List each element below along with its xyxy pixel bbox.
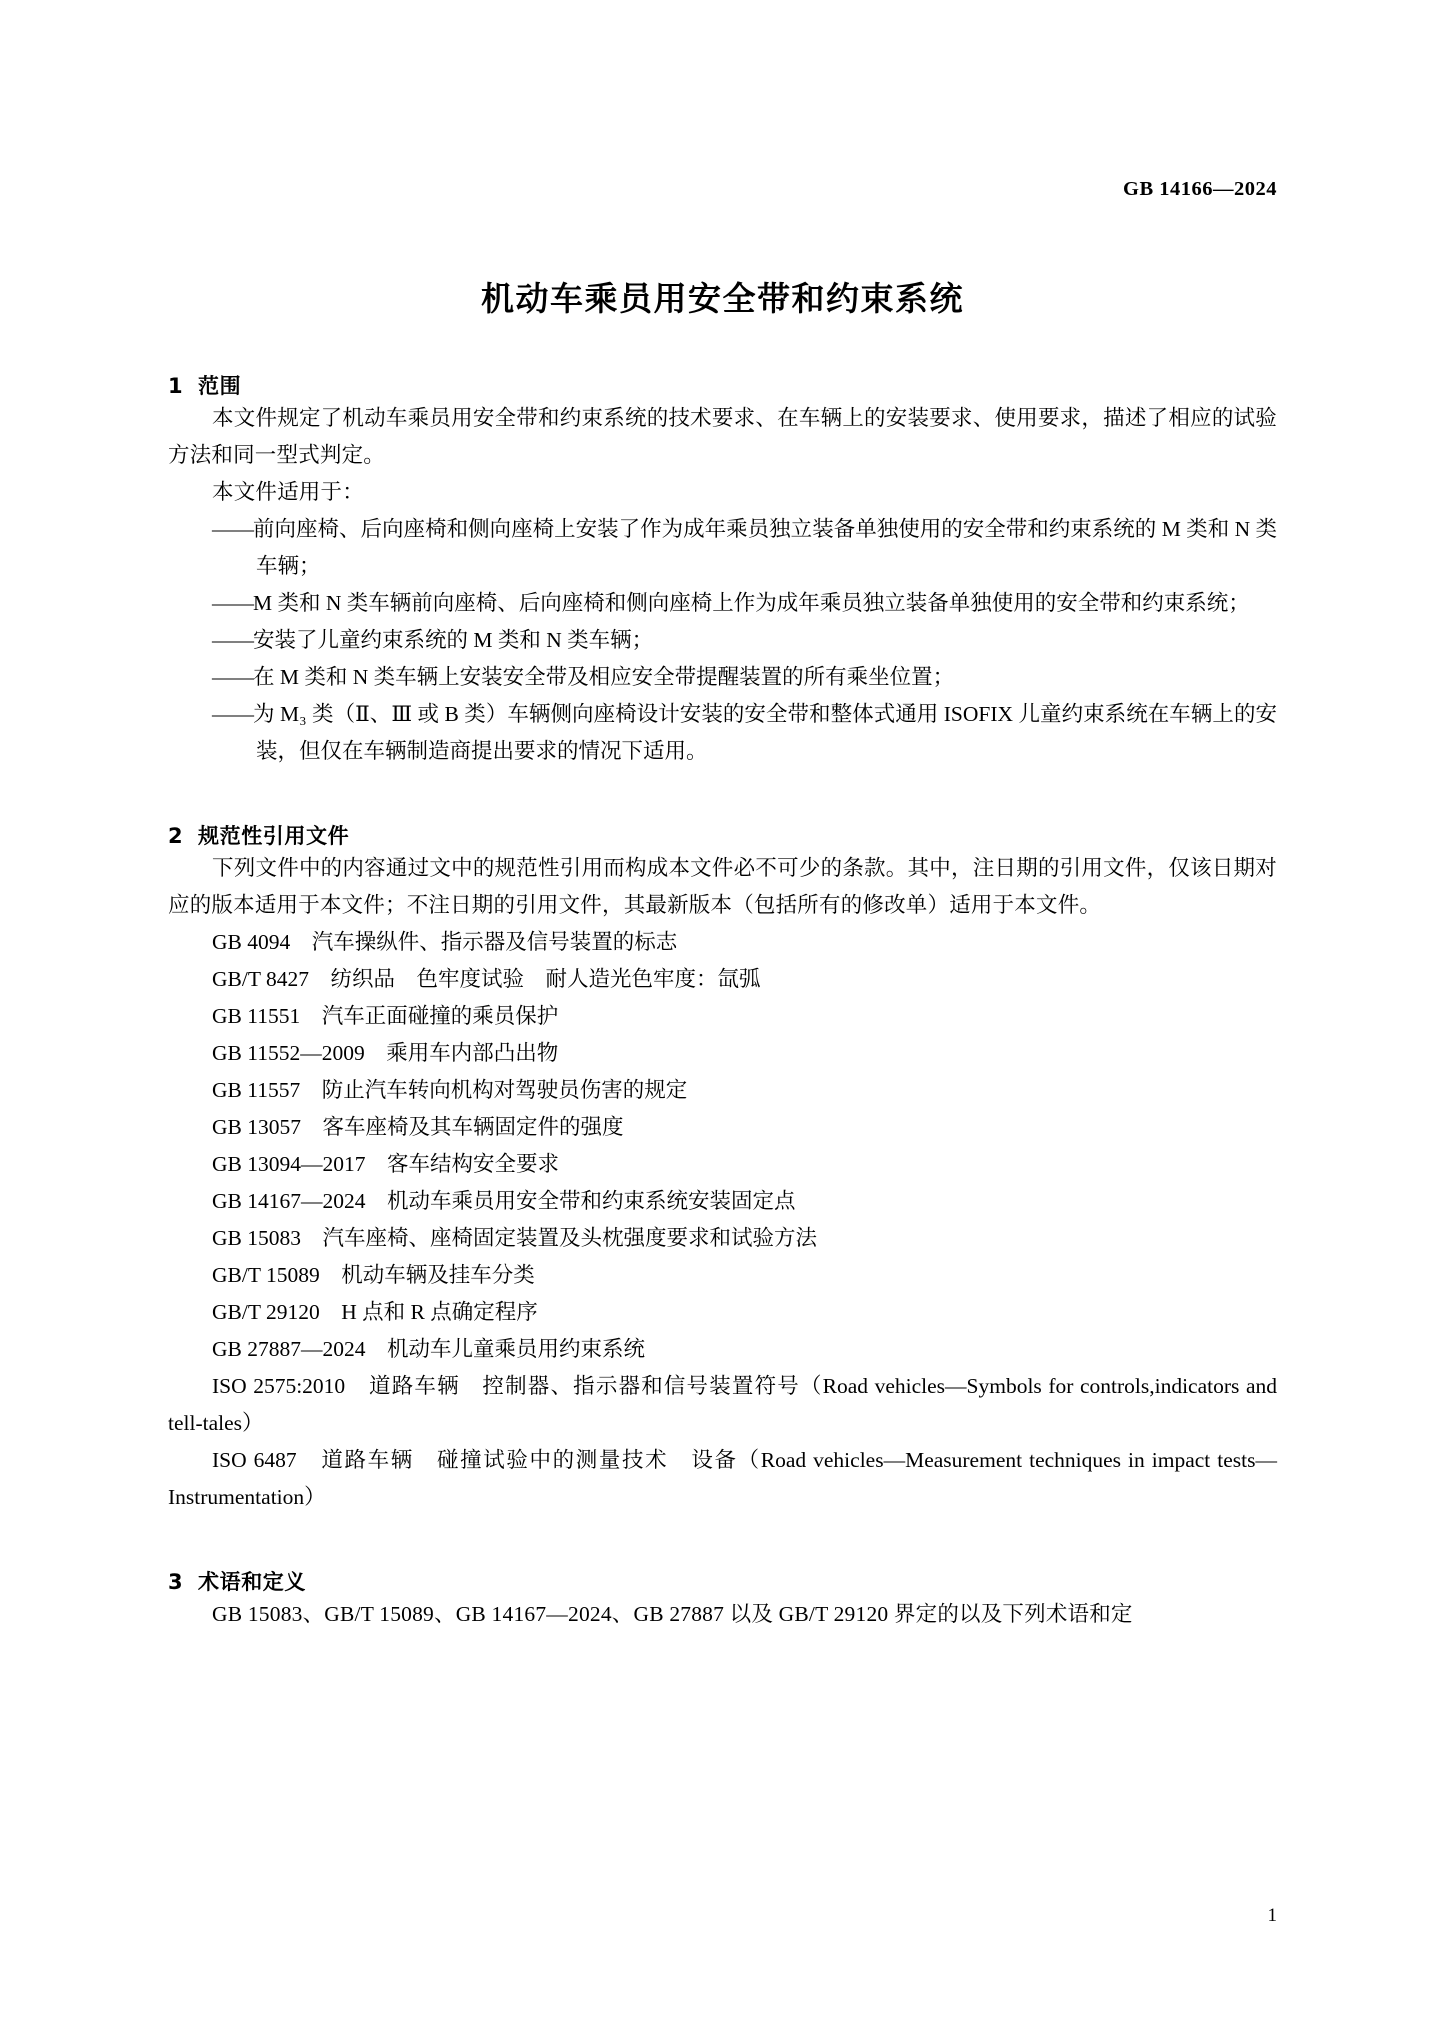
dash-marker: —— (212, 517, 253, 541)
reference-item: GB 27887—2024 机动车儿童乘员用约束系统 (212, 1337, 645, 1361)
section-1-dash-item-4 (168, 659, 1277, 696)
section-number-3: 3 (168, 1570, 184, 1594)
reference-item: GB/T 15089 机动车辆及挂车分类 (212, 1263, 535, 1287)
dash-marker: —— (212, 702, 253, 726)
section-title-3: 术语和定义 (198, 1570, 306, 1594)
section-3-paragraph-1: GB 15083、GB/T 15089、GB 14167—2024、GB 27887 以及 GB/T 29120 界定的以及下列术语和定 (212, 1602, 1133, 1626)
reference-item-iso: ISO 6487 道路车辆 碰撞试验中的测量技术 设备（Road vehicles—Measurement techniques in impact tests—Instrumentation） (168, 1448, 1277, 1509)
section-1-dash-item-3 (168, 622, 1277, 659)
section-1-paragraph-1: 本文件规定了机动车乘员用安全带和约束系统的技术要求、在车辆上的安装要求、使用要求，描述了相应的试验方法和同一型式判定。 (168, 406, 1277, 467)
section-1-dash-text-4: 在 M 类和 N 类车辆上安装安全带及相应安全带提醒装置的所有乘坐位置； (253, 665, 955, 689)
reference-item: GB 11552—2009 乘用车内部凸出物 (212, 1041, 559, 1065)
reference-item: GB 11557 防止汽车转向机构对驾驶员伤害的规定 (212, 1078, 688, 1102)
page-header-standard-code: GB 14166—2024 (1123, 178, 1277, 200)
section-1-dash-text-1: 前向座椅、后向座椅和侧向座椅上安装了作为成年乘员独立装备单独使用的安全带和约束系统的 M 类和 N 类车辆； (253, 517, 1277, 578)
reference-item: GB 13094—2017 客车结构安全要求 (212, 1152, 559, 1176)
section-1-dash-item-1 (168, 511, 1277, 585)
reference-item: GB 15083 汽车座椅、座椅固定装置及头枕强度要求和试验方法 (212, 1226, 817, 1250)
reference-item: GB 13057 客车座椅及其车辆固定件的强度 (212, 1115, 624, 1139)
section-1-dash-item-2 (168, 585, 1277, 622)
section-heading-2 (168, 820, 1277, 850)
reference-item: GB 14167—2024 机动车乘员用安全带和约束系统安装固定点 (212, 1189, 796, 1213)
reference-item: GB 11551 汽车正面碰撞的乘员保护 (212, 1004, 559, 1028)
section-title-2: 规范性引用文件 (198, 824, 350, 848)
section-1-paragraph-2: 本文件适用于： (212, 480, 364, 504)
section-heading-1 (168, 370, 1277, 400)
section-heading-3 (168, 1566, 1277, 1596)
section-1-dash-item-5 (168, 696, 1277, 770)
reference-item-iso: ISO 2575:2010 道路车辆 控制器、指示器和信号装置符号（Road vehicles—Symbols for controls,indicators and tell-tales） (168, 1374, 1277, 1435)
page-number: 1 (1267, 1905, 1277, 1926)
section-number-1: 1 (168, 374, 184, 398)
page-content (168, 0, 1277, 1633)
section-number-2: 2 (168, 824, 184, 848)
reference-item: GB 4094 汽车操纵件、指示器及信号装置的标志 (212, 930, 678, 954)
section-1-dash-text-3: 安装了儿童约束系统的 M 类和 N 类车辆； (253, 628, 654, 652)
reference-item: GB/T 8427 纺织品 色牢度试验 耐人造光色牢度：氙弧 (212, 967, 761, 991)
section-title-1: 范围 (198, 374, 242, 398)
dash-marker: —— (212, 591, 253, 615)
dash-marker: —— (212, 628, 253, 652)
document-title: 机动车乘员用安全带和约束系统 (481, 279, 964, 318)
reference-item: GB/T 29120 H 点和 R 点确定程序 (212, 1300, 538, 1324)
section-2-paragraph-1: 下列文件中的内容通过文中的规范性引用而构成本文件必不可少的条款。其中，注日期的引用文件，仅该日期对应的版本适用于本文件；不注日期的引用文件，其最新版本（包括所有的修改单）适用于本文件。 (168, 856, 1277, 917)
dash-marker: —— (212, 665, 253, 689)
section-1-dash-text-5: 为 M₃ 类（Ⅱ、Ⅲ 或 B 类）车辆侧向座椅设计安装的安全带和整体式通用 ISOFIX 儿童约束系统在车辆上的安装，但仅在车辆制造商提出要求的情况下适用。 (253, 702, 1277, 763)
section-1-dash-text-2: M 类和 N 类车辆前向座椅、后向座椅和侧向座椅上作为成年乘员独立装备单独使用的安全带和约束系统； (253, 591, 1250, 615)
